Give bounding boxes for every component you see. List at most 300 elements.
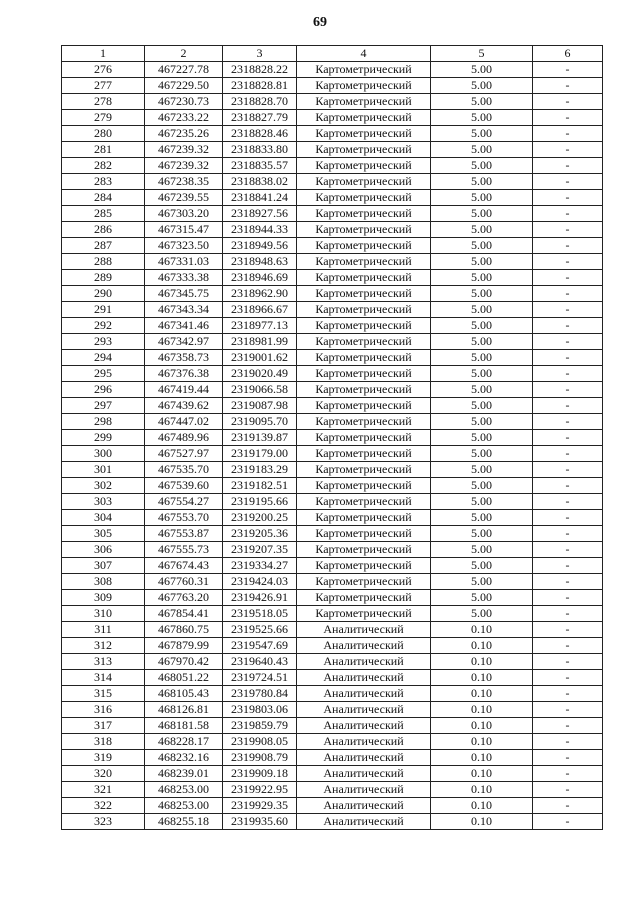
table-row <box>62 174 603 190</box>
column-header: 6 <box>533 46 603 62</box>
point-number-cell: 302 <box>62 478 145 494</box>
y-coordinate-cell: 2319095.70 <box>223 414 297 430</box>
point-number-cell: 285 <box>62 206 145 222</box>
note-cell: - <box>533 430 603 446</box>
accuracy-cell: 5.00 <box>431 462 533 478</box>
point-number-cell: 306 <box>62 542 145 558</box>
table-row <box>62 750 603 766</box>
y-coordinate-cell: 2318841.24 <box>223 190 297 206</box>
method-cell: Аналитический <box>297 718 431 734</box>
note-cell: - <box>533 782 603 798</box>
note-cell: - <box>533 446 603 462</box>
table-row <box>62 382 603 398</box>
x-coordinate-cell: 467239.32 <box>145 142 223 158</box>
method-cell: Картометрический <box>297 430 431 446</box>
y-coordinate-cell: 2319525.66 <box>223 622 297 638</box>
table-row <box>62 542 603 558</box>
y-coordinate-cell: 2319859.79 <box>223 718 297 734</box>
method-cell: Картометрический <box>297 590 431 606</box>
method-cell: Картометрический <box>297 542 431 558</box>
table-header-row <box>62 46 603 62</box>
point-number-cell: 308 <box>62 574 145 590</box>
x-coordinate-cell: 467854.41 <box>145 606 223 622</box>
table-row <box>62 126 603 142</box>
y-coordinate-cell: 2319922.95 <box>223 782 297 798</box>
x-coordinate-cell: 468255.18 <box>145 814 223 830</box>
table-row <box>62 94 603 110</box>
method-cell: Картометрический <box>297 302 431 318</box>
accuracy-cell: 5.00 <box>431 398 533 414</box>
y-coordinate-cell: 2319780.84 <box>223 686 297 702</box>
coordinates-table <box>61 45 603 830</box>
y-coordinate-cell: 2318835.57 <box>223 158 297 174</box>
table-row <box>62 222 603 238</box>
point-number-cell: 295 <box>62 366 145 382</box>
y-coordinate-cell: 2319547.69 <box>223 638 297 654</box>
method-cell: Картометрический <box>297 286 431 302</box>
point-number-cell: 292 <box>62 318 145 334</box>
method-cell: Картометрический <box>297 510 431 526</box>
x-coordinate-cell: 468051.22 <box>145 670 223 686</box>
point-number-cell: 277 <box>62 78 145 94</box>
y-coordinate-cell: 2319207.35 <box>223 542 297 558</box>
point-number-cell: 317 <box>62 718 145 734</box>
accuracy-cell: 5.00 <box>431 174 533 190</box>
y-coordinate-cell: 2319179.00 <box>223 446 297 462</box>
point-number-cell: 283 <box>62 174 145 190</box>
table-row <box>62 622 603 638</box>
method-cell: Картометрический <box>297 94 431 110</box>
method-cell: Картометрический <box>297 494 431 510</box>
point-number-cell: 276 <box>62 62 145 78</box>
table-row <box>62 446 603 462</box>
accuracy-cell: 0.10 <box>431 654 533 670</box>
table-row <box>62 286 603 302</box>
note-cell: - <box>533 94 603 110</box>
column-header: 1 <box>62 46 145 62</box>
table-row <box>62 318 603 334</box>
table-row <box>62 478 603 494</box>
point-number-cell: 281 <box>62 142 145 158</box>
note-cell: - <box>533 158 603 174</box>
table-row <box>62 302 603 318</box>
table-body <box>62 62 603 830</box>
method-cell: Аналитический <box>297 686 431 702</box>
table-row <box>62 526 603 542</box>
accuracy-cell: 5.00 <box>431 286 533 302</box>
table-row <box>62 62 603 78</box>
y-coordinate-cell: 2319909.18 <box>223 766 297 782</box>
table-row <box>62 206 603 222</box>
x-coordinate-cell: 467227.78 <box>145 62 223 78</box>
point-number-cell: 287 <box>62 238 145 254</box>
x-coordinate-cell: 467341.46 <box>145 318 223 334</box>
method-cell: Картометрический <box>297 190 431 206</box>
point-number-cell: 318 <box>62 734 145 750</box>
point-number-cell: 316 <box>62 702 145 718</box>
x-coordinate-cell: 468253.00 <box>145 782 223 798</box>
table-row <box>62 142 603 158</box>
note-cell: - <box>533 398 603 414</box>
point-number-cell: 288 <box>62 254 145 270</box>
point-number-cell: 294 <box>62 350 145 366</box>
x-coordinate-cell: 467879.99 <box>145 638 223 654</box>
method-cell: Картометрический <box>297 478 431 494</box>
table-row <box>62 638 603 654</box>
method-cell: Картометрический <box>297 414 431 430</box>
accuracy-cell: 5.00 <box>431 574 533 590</box>
x-coordinate-cell: 467342.97 <box>145 334 223 350</box>
point-number-cell: 315 <box>62 686 145 702</box>
note-cell: - <box>533 526 603 542</box>
point-number-cell: 321 <box>62 782 145 798</box>
method-cell: Картометрический <box>297 366 431 382</box>
x-coordinate-cell: 467235.26 <box>145 126 223 142</box>
y-coordinate-cell: 2319200.25 <box>223 510 297 526</box>
accuracy-cell: 0.10 <box>431 750 533 766</box>
point-number-cell: 305 <box>62 526 145 542</box>
x-coordinate-cell: 467230.73 <box>145 94 223 110</box>
point-number-cell: 322 <box>62 798 145 814</box>
table-row <box>62 606 603 622</box>
note-cell: - <box>533 478 603 494</box>
y-coordinate-cell: 2318828.81 <box>223 78 297 94</box>
y-coordinate-cell: 2318948.63 <box>223 254 297 270</box>
method-cell: Аналитический <box>297 782 431 798</box>
point-number-cell: 289 <box>62 270 145 286</box>
y-coordinate-cell: 2318828.70 <box>223 94 297 110</box>
y-coordinate-cell: 2318827.79 <box>223 110 297 126</box>
note-cell: - <box>533 62 603 78</box>
column-header: 2 <box>145 46 223 62</box>
table-row <box>62 430 603 446</box>
note-cell: - <box>533 622 603 638</box>
point-number-cell: 293 <box>62 334 145 350</box>
table-row <box>62 190 603 206</box>
point-number-cell: 299 <box>62 430 145 446</box>
note-cell: - <box>533 510 603 526</box>
note-cell: - <box>533 222 603 238</box>
accuracy-cell: 0.10 <box>431 702 533 718</box>
accuracy-cell: 5.00 <box>431 478 533 494</box>
method-cell: Аналитический <box>297 750 431 766</box>
table-row <box>62 110 603 126</box>
y-coordinate-cell: 2319139.87 <box>223 430 297 446</box>
note-cell: - <box>533 174 603 190</box>
table-row <box>62 798 603 814</box>
method-cell: Картометрический <box>297 382 431 398</box>
accuracy-cell: 5.00 <box>431 510 533 526</box>
note-cell: - <box>533 814 603 830</box>
x-coordinate-cell: 467315.47 <box>145 222 223 238</box>
method-cell: Картометрический <box>297 446 431 462</box>
x-coordinate-cell: 467535.70 <box>145 462 223 478</box>
method-cell: Картометрический <box>297 318 431 334</box>
point-number-cell: 312 <box>62 638 145 654</box>
y-coordinate-cell: 2319205.36 <box>223 526 297 542</box>
method-cell: Аналитический <box>297 670 431 686</box>
note-cell: - <box>533 654 603 670</box>
column-header: 5 <box>431 46 533 62</box>
method-cell: Картометрический <box>297 398 431 414</box>
accuracy-cell: 5.00 <box>431 430 533 446</box>
x-coordinate-cell: 467970.42 <box>145 654 223 670</box>
accuracy-cell: 5.00 <box>431 494 533 510</box>
method-cell: Картометрический <box>297 606 431 622</box>
method-cell: Картометрический <box>297 142 431 158</box>
y-coordinate-cell: 2319020.49 <box>223 366 297 382</box>
point-number-cell: 290 <box>62 286 145 302</box>
table-row <box>62 510 603 526</box>
y-coordinate-cell: 2319087.98 <box>223 398 297 414</box>
note-cell: - <box>533 110 603 126</box>
table-row <box>62 398 603 414</box>
y-coordinate-cell: 2318944.33 <box>223 222 297 238</box>
method-cell: Картометрический <box>297 334 431 350</box>
accuracy-cell: 5.00 <box>431 558 533 574</box>
note-cell: - <box>533 190 603 206</box>
x-coordinate-cell: 467345.75 <box>145 286 223 302</box>
y-coordinate-cell: 2319182.51 <box>223 478 297 494</box>
method-cell: Аналитический <box>297 622 431 638</box>
method-cell: Картометрический <box>297 62 431 78</box>
point-number-cell: 319 <box>62 750 145 766</box>
method-cell: Картометрический <box>297 558 431 574</box>
note-cell: - <box>533 414 603 430</box>
table-row <box>62 158 603 174</box>
note-cell: - <box>533 206 603 222</box>
point-number-cell: 286 <box>62 222 145 238</box>
x-coordinate-cell: 467553.70 <box>145 510 223 526</box>
accuracy-cell: 0.10 <box>431 798 533 814</box>
x-coordinate-cell: 468181.58 <box>145 718 223 734</box>
x-coordinate-cell: 467333.38 <box>145 270 223 286</box>
point-number-cell: 301 <box>62 462 145 478</box>
table-row <box>62 414 603 430</box>
note-cell: - <box>533 334 603 350</box>
x-coordinate-cell: 467489.96 <box>145 430 223 446</box>
accuracy-cell: 5.00 <box>431 302 533 318</box>
y-coordinate-cell: 2318962.90 <box>223 286 297 302</box>
point-number-cell: 311 <box>62 622 145 638</box>
method-cell: Картометрический <box>297 526 431 542</box>
x-coordinate-cell: 468126.81 <box>145 702 223 718</box>
note-cell: - <box>533 78 603 94</box>
x-coordinate-cell: 467303.20 <box>145 206 223 222</box>
y-coordinate-cell: 2319935.60 <box>223 814 297 830</box>
point-number-cell: 300 <box>62 446 145 462</box>
x-coordinate-cell: 467555.73 <box>145 542 223 558</box>
accuracy-cell: 0.10 <box>431 638 533 654</box>
method-cell: Картометрический <box>297 270 431 286</box>
table-row <box>62 254 603 270</box>
y-coordinate-cell: 2318981.99 <box>223 334 297 350</box>
table-row <box>62 814 603 830</box>
accuracy-cell: 0.10 <box>431 718 533 734</box>
note-cell: - <box>533 798 603 814</box>
method-cell: Аналитический <box>297 734 431 750</box>
accuracy-cell: 5.00 <box>431 542 533 558</box>
y-coordinate-cell: 2319195.66 <box>223 494 297 510</box>
accuracy-cell: 0.10 <box>431 766 533 782</box>
table-row <box>62 718 603 734</box>
note-cell: - <box>533 574 603 590</box>
point-number-cell: 284 <box>62 190 145 206</box>
accuracy-cell: 5.00 <box>431 366 533 382</box>
method-cell: Картометрический <box>297 206 431 222</box>
note-cell: - <box>533 462 603 478</box>
table-row <box>62 270 603 286</box>
table-row <box>62 670 603 686</box>
method-cell: Аналитический <box>297 638 431 654</box>
point-number-cell: 303 <box>62 494 145 510</box>
x-coordinate-cell: 467674.43 <box>145 558 223 574</box>
point-number-cell: 291 <box>62 302 145 318</box>
point-number-cell: 296 <box>62 382 145 398</box>
accuracy-cell: 5.00 <box>431 142 533 158</box>
accuracy-cell: 5.00 <box>431 206 533 222</box>
y-coordinate-cell: 2319424.03 <box>223 574 297 590</box>
table-row <box>62 590 603 606</box>
note-cell: - <box>533 670 603 686</box>
table-row <box>62 766 603 782</box>
point-number-cell: 320 <box>62 766 145 782</box>
method-cell: Картометрический <box>297 350 431 366</box>
note-cell: - <box>533 766 603 782</box>
method-cell: Картометрический <box>297 222 431 238</box>
x-coordinate-cell: 467343.34 <box>145 302 223 318</box>
note-cell: - <box>533 590 603 606</box>
point-number-cell: 298 <box>62 414 145 430</box>
x-coordinate-cell: 467763.20 <box>145 590 223 606</box>
page-number: 69 <box>313 15 327 30</box>
accuracy-cell: 5.00 <box>431 334 533 350</box>
point-number-cell: 279 <box>62 110 145 126</box>
point-number-cell: 313 <box>62 654 145 670</box>
point-number-cell: 278 <box>62 94 145 110</box>
method-cell: Картометрический <box>297 238 431 254</box>
y-coordinate-cell: 2318927.56 <box>223 206 297 222</box>
table-row <box>62 238 603 254</box>
x-coordinate-cell: 467238.35 <box>145 174 223 190</box>
note-cell: - <box>533 302 603 318</box>
method-cell: Картометрический <box>297 110 431 126</box>
accuracy-cell: 0.10 <box>431 814 533 830</box>
x-coordinate-cell: 467527.97 <box>145 446 223 462</box>
x-coordinate-cell: 468228.17 <box>145 734 223 750</box>
column-header: 4 <box>297 46 431 62</box>
y-coordinate-cell: 2318838.02 <box>223 174 297 190</box>
point-number-cell: 297 <box>62 398 145 414</box>
accuracy-cell: 5.00 <box>431 222 533 238</box>
note-cell: - <box>533 606 603 622</box>
note-cell: - <box>533 254 603 270</box>
y-coordinate-cell: 2319724.51 <box>223 670 297 686</box>
y-coordinate-cell: 2319066.58 <box>223 382 297 398</box>
method-cell: Картометрический <box>297 462 431 478</box>
table-row <box>62 350 603 366</box>
point-number-cell: 307 <box>62 558 145 574</box>
method-cell: Картометрический <box>297 174 431 190</box>
method-cell: Аналитический <box>297 814 431 830</box>
note-cell: - <box>533 318 603 334</box>
table-row <box>62 558 603 574</box>
note-cell: - <box>533 718 603 734</box>
accuracy-cell: 0.10 <box>431 670 533 686</box>
accuracy-cell: 5.00 <box>431 254 533 270</box>
accuracy-cell: 5.00 <box>431 190 533 206</box>
point-number-cell: 280 <box>62 126 145 142</box>
y-coordinate-cell: 2318949.56 <box>223 238 297 254</box>
accuracy-cell: 0.10 <box>431 622 533 638</box>
y-coordinate-cell: 2319929.35 <box>223 798 297 814</box>
method-cell: Аналитический <box>297 702 431 718</box>
y-coordinate-cell: 2319908.79 <box>223 750 297 766</box>
x-coordinate-cell: 467229.50 <box>145 78 223 94</box>
y-coordinate-cell: 2319334.27 <box>223 558 297 574</box>
accuracy-cell: 5.00 <box>431 238 533 254</box>
accuracy-cell: 5.00 <box>431 382 533 398</box>
x-coordinate-cell: 468239.01 <box>145 766 223 782</box>
y-coordinate-cell: 2318828.46 <box>223 126 297 142</box>
x-coordinate-cell: 467539.60 <box>145 478 223 494</box>
y-coordinate-cell: 2319183.29 <box>223 462 297 478</box>
table-row <box>62 494 603 510</box>
accuracy-cell: 5.00 <box>431 526 533 542</box>
note-cell: - <box>533 558 603 574</box>
accuracy-cell: 5.00 <box>431 110 533 126</box>
table-row <box>62 734 603 750</box>
accuracy-cell: 0.10 <box>431 686 533 702</box>
note-cell: - <box>533 494 603 510</box>
accuracy-cell: 5.00 <box>431 94 533 110</box>
table-row <box>62 334 603 350</box>
x-coordinate-cell: 467331.03 <box>145 254 223 270</box>
column-header: 3 <box>223 46 297 62</box>
accuracy-cell: 5.00 <box>431 126 533 142</box>
accuracy-cell: 0.10 <box>431 782 533 798</box>
point-number-cell: 323 <box>62 814 145 830</box>
accuracy-cell: 5.00 <box>431 446 533 462</box>
accuracy-cell: 0.10 <box>431 734 533 750</box>
accuracy-cell: 5.00 <box>431 350 533 366</box>
x-coordinate-cell: 467376.38 <box>145 366 223 382</box>
x-coordinate-cell: 467760.31 <box>145 574 223 590</box>
note-cell: - <box>533 142 603 158</box>
x-coordinate-cell: 468232.16 <box>145 750 223 766</box>
x-coordinate-cell: 467554.27 <box>145 494 223 510</box>
note-cell: - <box>533 126 603 142</box>
accuracy-cell: 5.00 <box>431 158 533 174</box>
point-number-cell: 314 <box>62 670 145 686</box>
y-coordinate-cell: 2319001.62 <box>223 350 297 366</box>
accuracy-cell: 5.00 <box>431 270 533 286</box>
method-cell: Аналитический <box>297 766 431 782</box>
y-coordinate-cell: 2319518.05 <box>223 606 297 622</box>
y-coordinate-cell: 2319640.43 <box>223 654 297 670</box>
x-coordinate-cell: 467447.02 <box>145 414 223 430</box>
accuracy-cell: 5.00 <box>431 62 533 78</box>
note-cell: - <box>533 382 603 398</box>
y-coordinate-cell: 2318966.67 <box>223 302 297 318</box>
note-cell: - <box>533 286 603 302</box>
y-coordinate-cell: 2318946.69 <box>223 270 297 286</box>
x-coordinate-cell: 467553.87 <box>145 526 223 542</box>
table-row <box>62 686 603 702</box>
note-cell: - <box>533 238 603 254</box>
x-coordinate-cell: 467239.55 <box>145 190 223 206</box>
method-cell: Картометрический <box>297 158 431 174</box>
